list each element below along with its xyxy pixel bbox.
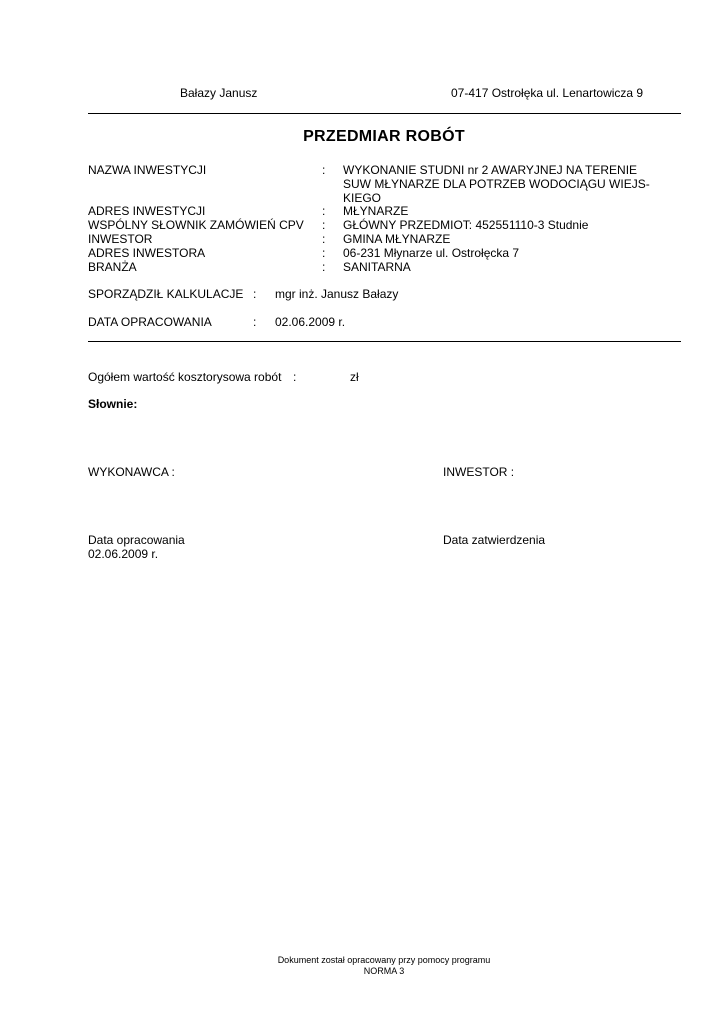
investment-name-label: NAZWA INWESTYCJI: [88, 163, 207, 177]
investor-address-separator: :: [322, 246, 326, 260]
section-divider: [88, 341, 681, 342]
investor-signature-label: INWESTOR :: [443, 465, 515, 479]
header-divider: [88, 113, 681, 114]
prepared-by-label: SPORZĄDZIŁ KALKULACJE: [88, 287, 244, 301]
prep-date-label: Data opracowania: [88, 533, 185, 547]
header-author: Bałazy Janusz: [180, 86, 258, 100]
footer-line2: NORMA 3: [363, 966, 405, 976]
header-address: 07-417 Ostrołęka ul. Lenartowicza 9: [451, 86, 644, 100]
investor-separator: :: [322, 232, 326, 246]
footer-line1: Dokument został opracowany przy pomocy programu: [277, 955, 491, 965]
cpv-separator: :: [322, 218, 326, 232]
investor-address-label: ADRES INWESTORA: [88, 246, 206, 260]
investor-address-value: 06-231 Młynarze ul. Ostrołęcka 7: [343, 246, 520, 260]
date-label: DATA OPRACOWANIA: [88, 315, 212, 329]
investment-address-value: MŁYNARZE: [343, 204, 409, 218]
prepared-by-value: mgr inż. Janusz Bałazy: [275, 287, 399, 301]
investor-label: INWESTOR: [88, 232, 153, 246]
investment-name-value-line3: KIEGO: [343, 191, 382, 205]
approval-date-label: Data zatwierdzenia: [443, 533, 546, 547]
total-label: Ogółem wartość kosztorysowa robót: [88, 370, 282, 384]
total-currency: zł: [350, 370, 359, 384]
prepared-by-separator: :: [253, 287, 257, 301]
investment-address-label: ADRES INWESTYCJI: [88, 204, 206, 218]
date-value: 02.06.2009 r.: [275, 315, 346, 329]
cpv-value: GŁÓWNY PRZEDMIOT: 452551110-3 Studnie: [343, 218, 589, 232]
investment-address-separator: :: [322, 204, 326, 218]
document-title: PRZEDMIAR ROBÓT: [303, 128, 465, 145]
branch-separator: :: [322, 260, 326, 274]
prep-date-value: 02.06.2009 r.: [88, 547, 159, 561]
contractor-label: WYKONAWCA :: [88, 465, 175, 479]
in-words-label: Słownie:: [88, 397, 138, 411]
investment-name-value-line2: SUW MŁYNARZE DLA POTRZEB WODOCIĄGU WIEJS-: [343, 177, 650, 191]
cpv-label: WSPÓLNY SŁOWNIK ZAMÓWIEŃ CPV: [88, 218, 304, 232]
investment-name-separator: :: [322, 163, 326, 177]
branch-value: SANITARNA: [343, 260, 411, 274]
branch-label: BRANŻA: [88, 260, 137, 274]
investment-name-value-line1: WYKONANIE STUDNI nr 2 AWARYJNEJ NA TERENIE: [343, 163, 638, 177]
total-separator: :: [293, 370, 297, 384]
date-separator: :: [253, 315, 257, 329]
investor-value: GMINA MŁYNARZE: [343, 232, 451, 246]
